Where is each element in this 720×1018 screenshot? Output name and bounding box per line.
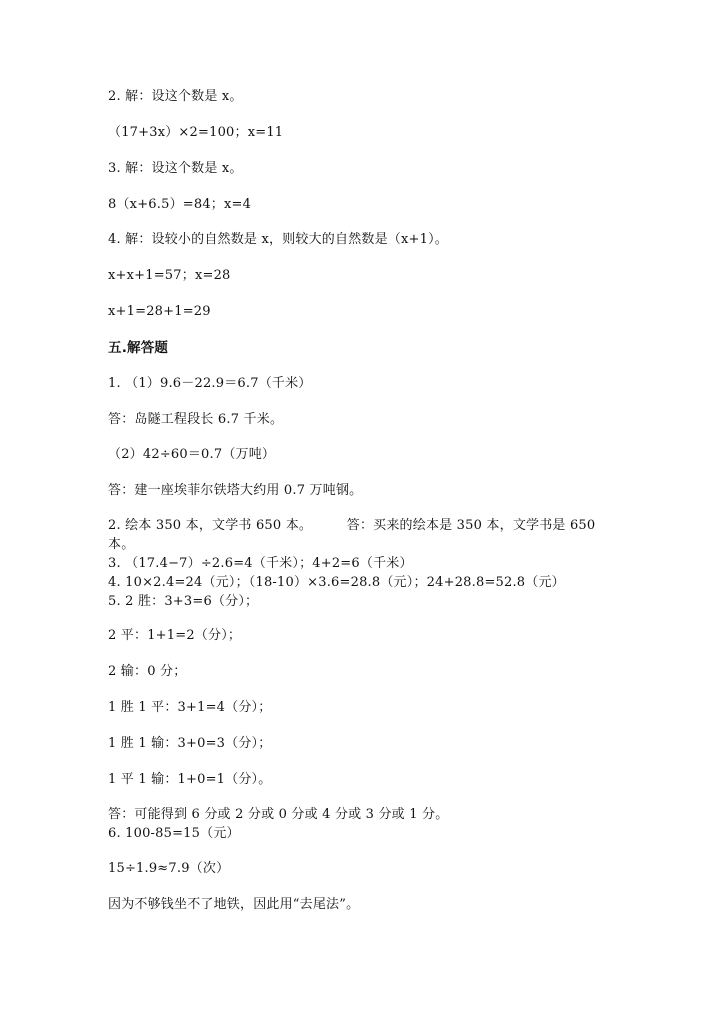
problem-1-part-1: 1. （1）9.6－22.9＝6.7（千米） — [108, 376, 312, 391]
solution-4-equation: x+x+1=57；x=28 — [108, 268, 231, 283]
problem-6-line-2: 15÷1.9≈7.9（次） — [108, 861, 230, 876]
problem-5-case-1: 5. 2 胜：3+3=6（分）； — [108, 594, 259, 609]
solution-2-equation: （17+3x）×2=100；x=11 — [108, 125, 284, 140]
solution-3-equation: 8（x+6.5）=84；x=4 — [108, 197, 252, 212]
problem-6-line-1: 6. 100-85=15（元） — [108, 826, 240, 841]
problem-5-answer: 答：可能得到 6 分或 2 分或 0 分或 4 分或 3 分或 1 分。 — [108, 807, 449, 822]
solution-4-result: x+1=28+1=29 — [108, 304, 211, 319]
problem-5-case-6: 1 平 1 输：1+0=1（分）。 — [108, 772, 272, 787]
solution-2-setup: 2. 解：设这个数是 x。 — [108, 89, 243, 104]
problem-3: 3. （17.4−7）÷2.6=4（千米）；4+2=6（千米） — [108, 556, 413, 571]
problem-5-case-4: 1 胜 1 平：3+1=4（分）； — [108, 700, 272, 715]
problem-5-case-3: 2 输：0 分； — [108, 664, 187, 679]
solution-4-setup: 4. 解：设较小的自然数是 x，则较大的自然数是（x+1）。 — [108, 232, 448, 247]
problem-6-conclusion: 因为不够钱坐不了地铁，因此用“去尾法”。 — [108, 897, 360, 912]
problem-1-answer-2: 答：建一座埃菲尔铁塔大约用 0.7 万吨钢。 — [108, 483, 363, 498]
problem-4: 4. 10×2.4=24（元）；（18-10）×3.6=28.8（元）；24+28.8=52.8（元） — [108, 575, 565, 590]
solution-3-setup: 3. 解：设这个数是 x。 — [108, 161, 243, 176]
problem-1-answer-1: 答：岛隧工程段长 6.7 千米。 — [108, 412, 284, 427]
section-heading: 五.解答题 — [108, 340, 169, 356]
problem-2-line-1: 2. 绘本 350 本，文学书 650 本。 答：买来的绘本是 350 本，文学书是 650 — [108, 518, 596, 533]
problem-5-case-5: 1 胜 1 输：3+0=3（分）； — [108, 736, 272, 751]
problem-2-line-2: 本。 — [108, 537, 135, 552]
problem-1-part-2: （2）42÷60＝0.7（万吨） — [108, 447, 276, 462]
problem-5-case-2: 2 平：1+1=2（分）； — [108, 628, 242, 643]
